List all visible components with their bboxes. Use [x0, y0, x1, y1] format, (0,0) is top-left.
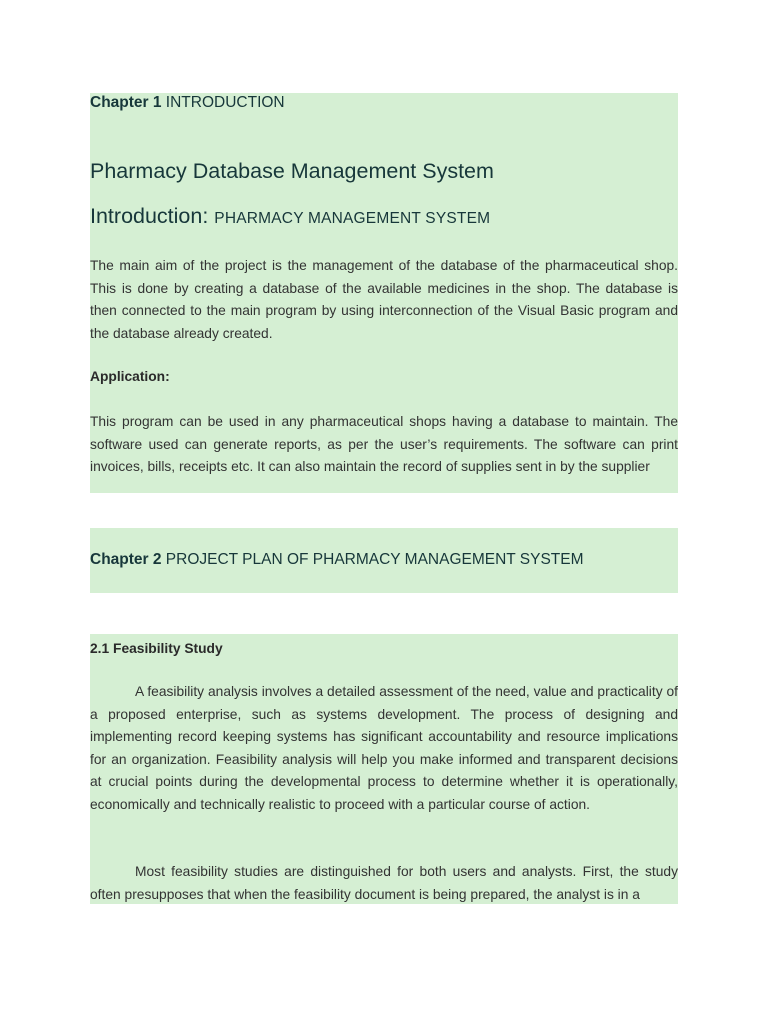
chapter-2-heading [90, 549, 584, 571]
introduction-heading [90, 202, 490, 233]
feasibility-paragraph-1: A feasibility analysis involves a detailed assessment of the need, value and practicality of a proposed enterprise, such as systems development. The process of designing and implementing record keeping systems has significant accountability and resource implications for an organization. Feasibility analysis will help you make informed and transparent decisions at crucial points during the developmental process to determine whether it is operationally, economically and technically realistic to proceed with a particular course of action. [90, 684, 678, 812]
application-heading: Application: [90, 369, 170, 384]
chapter-2-label: Chapter 2 [90, 551, 162, 568]
introduction-label: Introduction: [90, 204, 215, 228]
chapter-1-title: INTRODUCTION [161, 94, 285, 111]
chapter-1-heading [90, 93, 285, 113]
feasibility-paragraph-2: Most feasibility studies are distinguished for both users and analysts. First, the study often presupposes that when the feasibility document is being prepared, the analyst is in a [90, 864, 678, 902]
introduction-subtitle: PHARMACY MANAGEMENT SYSTEM [214, 210, 491, 227]
feasibility-study-heading: 2.1 Feasibility Study [90, 641, 223, 656]
chapter-1-label: Chapter 1 [90, 94, 162, 111]
document-title: Pharmacy Database Management System [90, 159, 494, 183]
chapter-2-block [90, 528, 678, 593]
introduction-paragraph: The main aim of the project is the management of the database of the pharmaceutical shop. This is done by creating a database of the available medicines in the shop. The database is then connected to the main program by using interconnection of the Visual Basic program and the database already created. [90, 258, 678, 341]
feasibility-study-block [90, 634, 678, 904]
chapter-2-title: PROJECT PLAN OF PHARMACY MANAGEMENT SYSTEM [161, 551, 584, 568]
application-paragraph: This program can be used in any pharmaceutical shops having a database to maintain. The software used can generate reports, as per the user’s requirements. The software can print invoices, bills, receipts etc. It can also maintain the record of supplies sent in by the supplier [90, 414, 678, 474]
chapter-1-block [90, 93, 678, 493]
